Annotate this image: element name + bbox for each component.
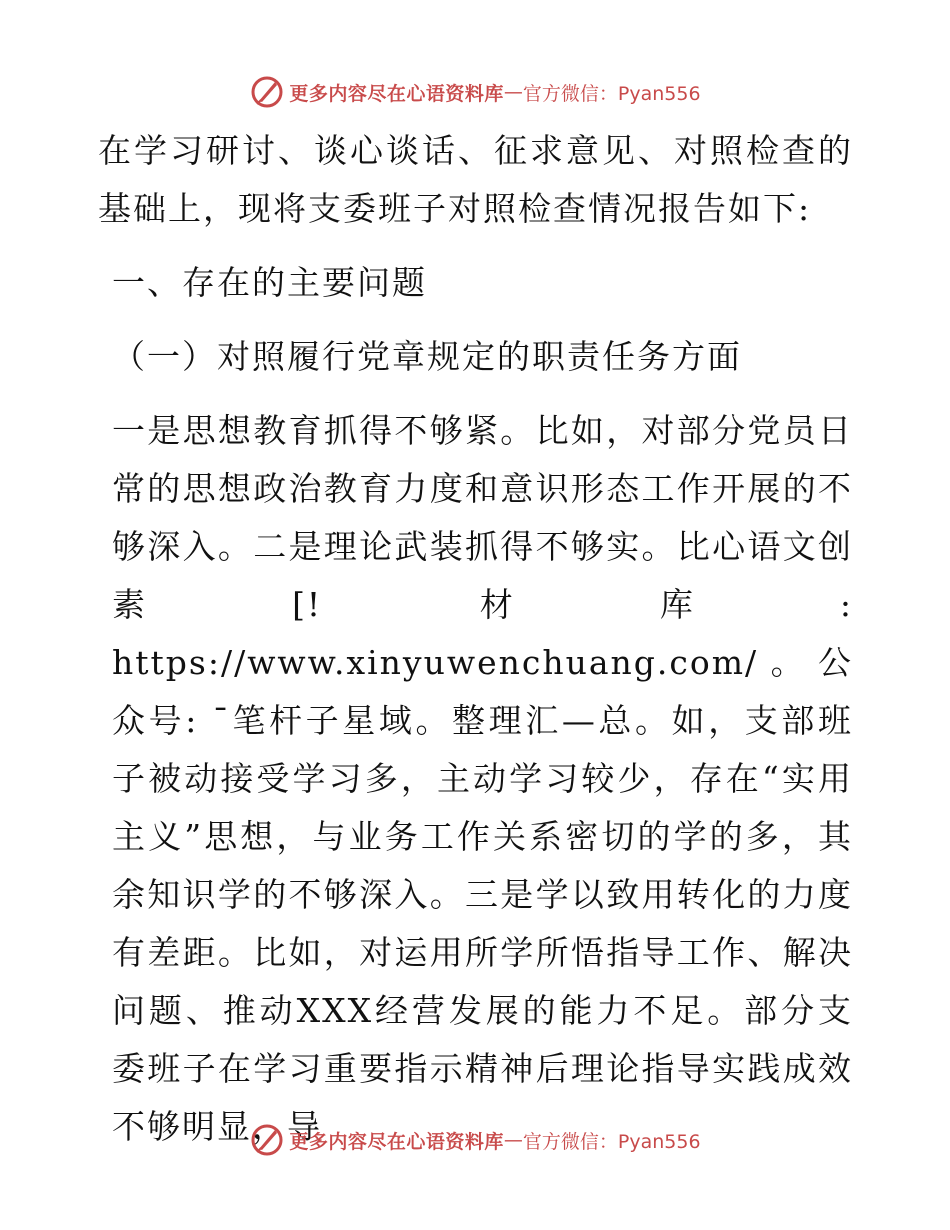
watermark-separator: — xyxy=(503,81,523,103)
body-paragraph: 一是思想教育抓得不够紧。比如，对部分党员日常的思想政治教育力度和意识形态工作开展的不够深入。二是理论武装抓得不够实。比心语文创素[! 材库: https://www.xinyuwenchuang.com/。公众号: ¯笔杆子星域。整理汇—总。如，支部班子被动接受学习多，主动学习较少，存在“实用主义”思想，与业务工作关系密切的学的多，其余知识学的不够深入。三是学以致用转化的力度有差距。比如，对运用所学所悟指导工作、解决问题、推动XXX经营发展的能力不足。部分支委班子在学习重要指示精神后理论指导实践成效不够明显，导 xyxy=(112,411,853,1146)
section-heading: 一、存在的主要问题 xyxy=(112,263,427,302)
watermark-brand: 更多内容尽在心语资料库 xyxy=(289,1130,504,1153)
header-watermark xyxy=(0,72,950,112)
watermark-contact: 官方微信：Pyan556 xyxy=(522,1130,701,1153)
document-body xyxy=(98,122,853,1156)
watermark-separator: — xyxy=(503,1129,523,1151)
quill-pen-icon xyxy=(249,1122,285,1158)
subsection-heading: （一）对照履行党章规定的职责任务方面 xyxy=(112,337,742,376)
watermark-contact: 官方微信：Pyan556 xyxy=(522,82,701,105)
watermark-brand: 更多内容尽在心语资料库 xyxy=(289,82,504,105)
quill-pen-icon xyxy=(249,74,285,110)
intro-paragraph: 在学习研讨、谈心谈话、征求意见、对照检查的基础上，现将支委班子对照检查情况报告如下: xyxy=(98,131,853,228)
footer-watermark xyxy=(0,1120,950,1160)
